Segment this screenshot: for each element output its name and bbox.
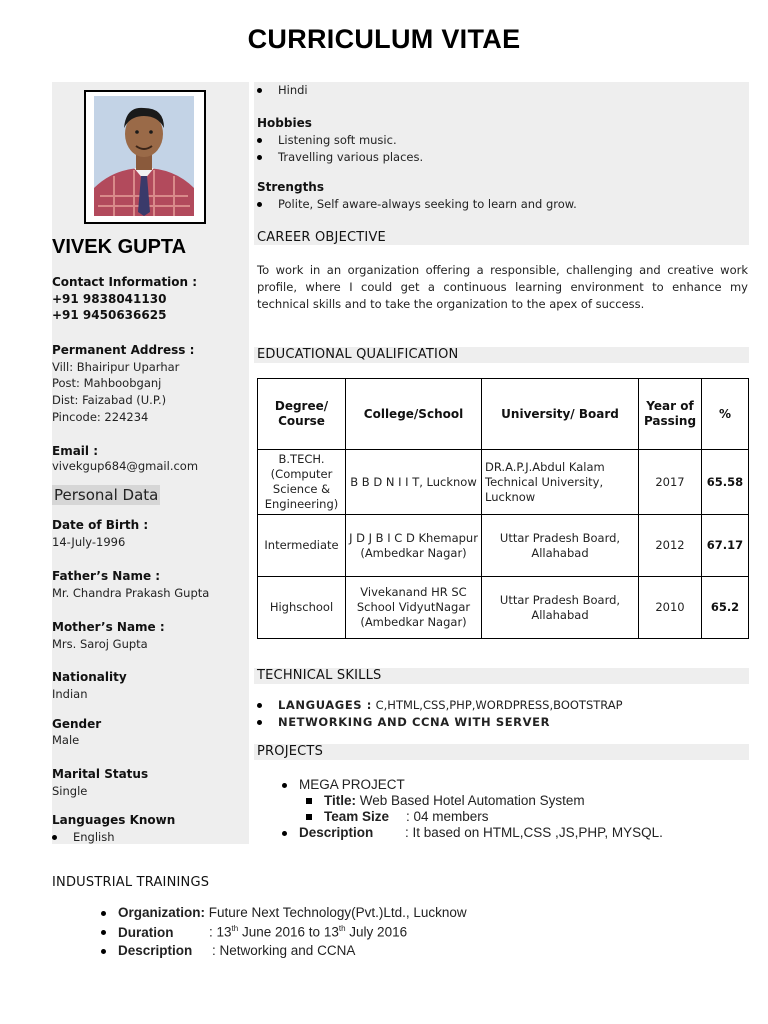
column-header: College/School [346, 379, 482, 450]
hobby-item: Listening soft music. [257, 133, 397, 147]
language-item: Hindi [257, 83, 308, 97]
board-cell: DR.A.P.J.Abdul Kalam Technical University, Lucknow [482, 450, 639, 515]
bullet-icon [101, 930, 106, 935]
bullet-icon [101, 911, 106, 916]
year-cell: 2010 [639, 577, 702, 639]
hobbies-heading: Hobbies [257, 116, 312, 130]
education-heading: EDUCATIONAL QUALIFICATION [257, 347, 459, 362]
project-title: Title: Web Based Hotel Automation System [306, 793, 585, 808]
address-line: Dist: Faizabad (U.P.) [52, 393, 167, 407]
project-description: Description : It based on HTML,CSS ,JS,PHP, MYSQL. [282, 825, 663, 840]
training-description: Description : Networking and CCNA [101, 943, 355, 958]
address-line: Vill: Bhairipur Uparhar [52, 360, 180, 374]
address-line: Pincode: 224234 [52, 410, 149, 424]
father-value: Mr. Chandra Prakash Gupta [52, 586, 210, 600]
section-band [254, 744, 749, 760]
dob-value: 14-July-1996 [52, 535, 126, 549]
phone-2: +91 9450636625 [52, 308, 167, 322]
bullet-icon [101, 949, 106, 954]
bullet-icon [282, 831, 287, 836]
education-table [257, 378, 749, 639]
gender-label: Gender [52, 717, 102, 731]
career-objective-text: To work in an organization offering a responsible, challenging and creative work profile, where I could get a continuous learning environment to enhance my technical skills and to take the organization to the apex of success. [257, 263, 748, 311]
degree-cell: Intermediate [258, 515, 346, 577]
percent-cell: 67.17 [702, 515, 749, 577]
candidate-name: VIVEK GUPTA [52, 236, 187, 258]
email-label: Email : [52, 444, 99, 458]
column-header: Degree/ Course [258, 379, 346, 450]
profile-photo [94, 96, 194, 216]
personal-data-heading: Personal Data [54, 486, 159, 504]
nationality-label: Nationality [52, 670, 127, 684]
bullet-icon [52, 835, 57, 840]
table-row [258, 515, 749, 577]
email-value: vivekgup684@gmail.com [52, 459, 199, 473]
bullet-icon [257, 88, 262, 93]
bullet-icon [257, 202, 262, 207]
square-bullet-icon [306, 798, 312, 804]
phone-1: +91 9838041130 [52, 292, 167, 306]
year-cell: 2017 [639, 450, 702, 515]
marital-label: Marital Status [52, 767, 149, 781]
bullet-icon [282, 783, 287, 788]
projects-heading: PROJECTS [257, 744, 324, 759]
bullet-icon [257, 720, 262, 725]
bullet-icon [257, 155, 262, 160]
address-label: Permanent Address : [52, 343, 195, 357]
strength-item: Polite, Self aware-always seeking to learn and grow. [257, 197, 577, 211]
bullet-icon [257, 703, 262, 708]
skill-item: LANGUAGES : C,HTML,CSS,PHP,WORDPRESS,BOOTSTRAP [257, 698, 623, 712]
gender-value: Male [52, 733, 80, 747]
college-cell: B B D N I I T, Lucknow [346, 450, 482, 515]
bullet-icon [257, 138, 262, 143]
hobby-item: Travelling various places. [257, 150, 423, 164]
person-photo-icon [94, 96, 194, 216]
project-item: MEGA PROJECT [282, 777, 405, 792]
address-line: Post: Mahboobganj [52, 376, 162, 390]
strengths-heading: Strengths [257, 180, 324, 194]
college-cell: J D J B I C D Khemapur (Ambedkar Nagar) [346, 515, 482, 577]
technical-heading: TECHNICAL SKILLS [257, 668, 382, 683]
career-heading: CAREER OBJECTIVE [257, 230, 386, 245]
training-organization: Organization: Future Next Technology(Pvt.)Ltd., Lucknow [101, 905, 467, 920]
column-header: Year of Passing [639, 379, 702, 450]
board-cell: Uttar Pradesh Board, Allahabad [482, 577, 639, 639]
mother-label: Mother’s Name : [52, 620, 165, 634]
percent-cell: 65.2 [702, 577, 749, 639]
degree-cell: Highschool [258, 577, 346, 639]
degree-cell: B.TECH. (Computer Science & Engineering) [258, 450, 346, 515]
contact-label: Contact Information : [52, 275, 198, 289]
table-row [258, 450, 749, 515]
college-cell: Vivekanand HR SC School VidyutNagar (Ambedkar Nagar) [346, 577, 482, 639]
marital-value: Single [52, 784, 88, 798]
skill-item: NETWORKING AND CCNA WITH SERVER [257, 715, 550, 729]
project-team: Team Size : 04 members [306, 809, 489, 824]
year-cell: 2012 [639, 515, 702, 577]
table-header-row [258, 379, 749, 450]
training-duration: Duration : 13th June 2016 to 13th July 2016 [101, 924, 407, 940]
nationality-value: Indian [52, 687, 88, 701]
mother-value: Mrs. Saroj Gupta [52, 637, 148, 651]
board-cell: Uttar Pradesh Board, Allahabad [482, 515, 639, 577]
column-header: % [702, 379, 749, 450]
language-item: English [52, 830, 115, 844]
column-header: University/ Board [482, 379, 639, 450]
percent-cell: 65.58 [702, 450, 749, 515]
father-label: Father’s Name : [52, 569, 161, 583]
table-row [258, 577, 749, 639]
page-title: CURRICULUM VITAE [247, 24, 521, 54]
square-bullet-icon [306, 814, 312, 820]
training-heading: INDUSTRIAL TRAININGS [52, 875, 210, 890]
languages-known-label: Languages Known [52, 813, 176, 827]
dob-label: Date of Birth : [52, 518, 149, 532]
